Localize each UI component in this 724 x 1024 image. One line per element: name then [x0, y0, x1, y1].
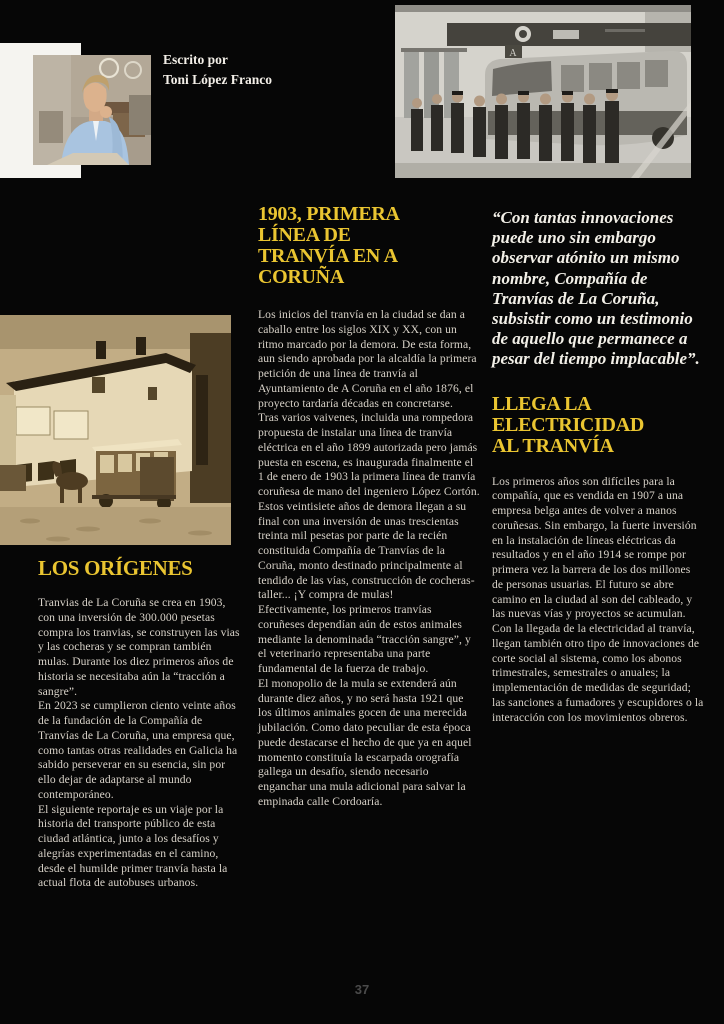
- paragraph: Efectivamente, los primeros tranvías coruñeses dependían aún de estos animales mediante la denominada “tracción sangre”, y el veterinario representaba una parte fundamental de la fuerza de trabajo.: [258, 603, 471, 675]
- section-title-los-origenes: LOS ORÍGENES: [38, 556, 193, 580]
- paragraph: Estos veintisiete años de demora llegan a su final con una inversión de unas trescientas treinta mil pesetas por parte de la recién constituida Compañía de Tranvías de la Coruña, monto destinado principalmente al tendido de las vías, construcción de cocheras-taller... ¡Y compra de mulas!: [258, 499, 475, 602]
- paragraph: Con la llegada de la electricidad al tranvía, llegan también otro tipo de innovaciones de corte social al sistema, como los abonos trimestrales, semestrales o anuales; la implementación de medidas de seguridad; las sanciones a fumadores y escupidores o la interacción con los movimientos obreros.: [492, 622, 704, 724]
- svg-text:A: A: [509, 48, 517, 59]
- section-title-electricidad: LLEGA LA ELECTRICIDAD AL TRANVÍA: [492, 392, 644, 457]
- section-los-origenes: [38, 558, 240, 891]
- section-title-primera-linea: 1903, PRIMERA LÍNEA DE TRANVÍA EN A CORUÑA: [258, 203, 399, 288]
- paragraph: Los primeros años son difíciles para la compañía, que es vendida en 1907 a una empresa belga antes de volver a manos coruñesas. Sin embargo, la fuerte inversión en la instalación de líneas eléctricas da resultados y en el año 1914 se rompe por primera vez la barrera de los dos millones de personas usuarias. El futuro se abre camino en la ciudad al son del cableado, y las nuevas vías y proyectos se acumulan.: [492, 474, 697, 621]
- vintage-bus-crew-photo: [395, 5, 691, 178]
- byline-prefix: Escrito por: [163, 52, 228, 67]
- author-portrait-illustration: [33, 55, 151, 165]
- horse-tram-photo: [0, 315, 231, 545]
- section-body-electricidad: [492, 475, 704, 726]
- paragraph: Tras varios vaivenes, incluida una rompedora propuesta de instalar una línea de tranvía eléctrica en el año 1899 autorizada pero jamás puesta en escena, es inaugurada finalmente el 1 de enero de 1903 la primera línea de tranvía coruñesa de mano del ingeniero López Cortón.: [258, 411, 480, 498]
- paragraph: Tranvias de La Coruña se crea en 1903, con una inversión de 300.000 pesetas compra los tranvias, se construyen las vias y las cocheras y se compran también mulas. Durante los diez primeros años de historia se necesitaba aún la “tracción a sangre”.: [38, 596, 240, 698]
- section-electricidad: [492, 208, 704, 725]
- page-number: 37: [354, 982, 370, 997]
- section-primera-linea: [258, 204, 480, 810]
- pull-quote: “Con tantas innovaciones puede uno sin embargo observar atónito un mismo nombre, Compañía de Tranvías de La Coruña, subsistir como un testimonio de aquello que permanece a pesar del tiempo implacable”.: [492, 208, 700, 369]
- paragraph: El siguiente reportaje es un viaje por la historia del transporte público de esta ciudad atlántica, junto a los desafíos y alegrías experimentadas en el camino, desde el humilde primer tranvía hasta la actual flota de autobuses urbanos.: [38, 802, 228, 890]
- byline: [163, 50, 343, 90]
- byline-author: Toni López Franco: [163, 72, 273, 87]
- section-body-los-origenes: [38, 596, 240, 891]
- author-portrait-photo: [33, 55, 151, 165]
- paragraph: El monopolio de la mula se extenderá aún durante diez años, y no será hasta 1921 que los últimos animales gocen de una merecida jubilación. Como dato peculiar de esta época puede destacarse el hecho de que ya en aquel momento constituía la escarpada orografía gallega un desafío, siendo necesario enganchar una mula adicional para salvar la empinada calle Cordoaría.: [258, 676, 472, 808]
- vintage-bus-illustration: [395, 5, 691, 178]
- horse-tram-illustration: [0, 315, 231, 545]
- paragraph: Los inicios del tranvía en la ciudad se dan a caballo entre los siglos XIX y XX, con un ritmo marcado por la demora. De esta forma, aun siendo aprobada por la alcaldía la primera petición de una línea de tranvía al Ayuntamiento de A Coruña en el año 1876, el proyecto tardaría décadas en concretarse.: [258, 308, 477, 410]
- section-body-primera-linea: [258, 308, 480, 810]
- paragraph: En 2023 se cumplieron ciento veinte años de la fundación de la Compañía de Tranvías de La Coruña, una empresa que, como tantas otras realidades en Galicia ha sabido perseverar en su esencia, sin por ello dejar de adaptarse al mundo contemporáneo.: [38, 699, 238, 801]
